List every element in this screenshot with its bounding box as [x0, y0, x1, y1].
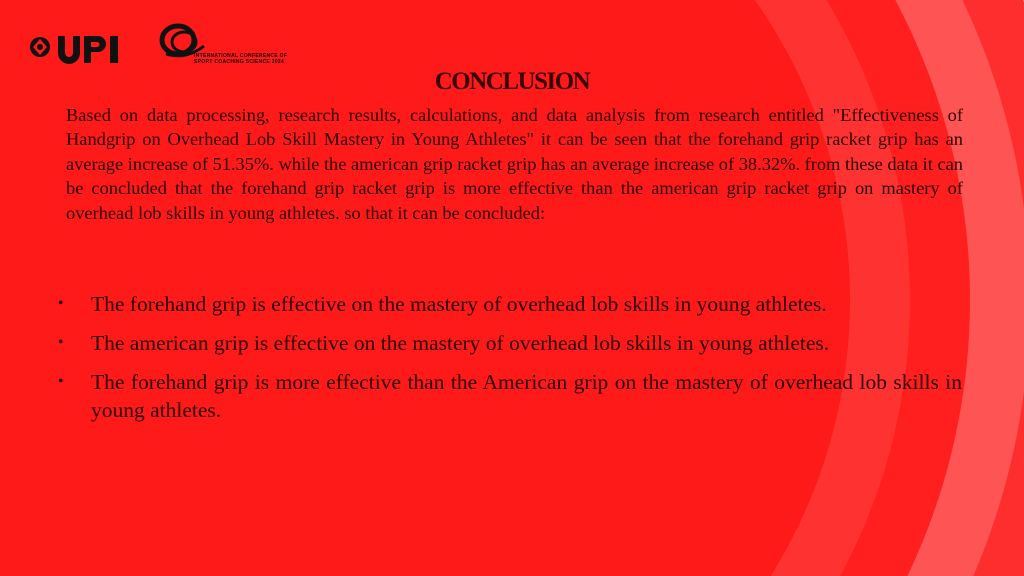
- bullet-icon: •: [58, 334, 64, 351]
- conclusion-paragraph: Based on data processing, research results, calculations, and data analysis from research entitled "Effectiveness of Handgrip on Overhead Lob Skill Mastery in Young Athletes" it can be seen that the forehand grip racket grip has an average increase of 51.35%. while the american grip racket grip has an average increase of 38.32%. from these data it can be concluded that the forehand grip racket grip is more effective than the american grip racket grip on mastery of overhead lob skills in young athletes. so that it can be concluded:: [66, 105, 963, 223]
- bullet-text: The forehand grip is more effective than the American grip on the mastery of overhead lob skills in young athletes.: [91, 370, 962, 422]
- bullet-icon: •: [58, 373, 64, 390]
- conclusion-bullet-list: [58, 290, 962, 435]
- conference-logo-text: INTERNATIONAL CONFERENCE OF SPORT COACHING SCIENCE 2024: [194, 53, 288, 65]
- bullet-item: [58, 290, 962, 318]
- bullet-item: [58, 329, 962, 357]
- bullet-icon: •: [58, 295, 64, 312]
- bullet-item: [58, 368, 962, 424]
- bullet-text: The forehand grip is effective on the mastery of overhead lob skills in young athletes.: [91, 292, 827, 316]
- slide-title: CONCLUSION: [434, 68, 590, 95]
- bullet-text: The american grip is effective on the mastery of overhead lob skills in young athletes.: [91, 331, 830, 355]
- upi-logo: [28, 28, 124, 66]
